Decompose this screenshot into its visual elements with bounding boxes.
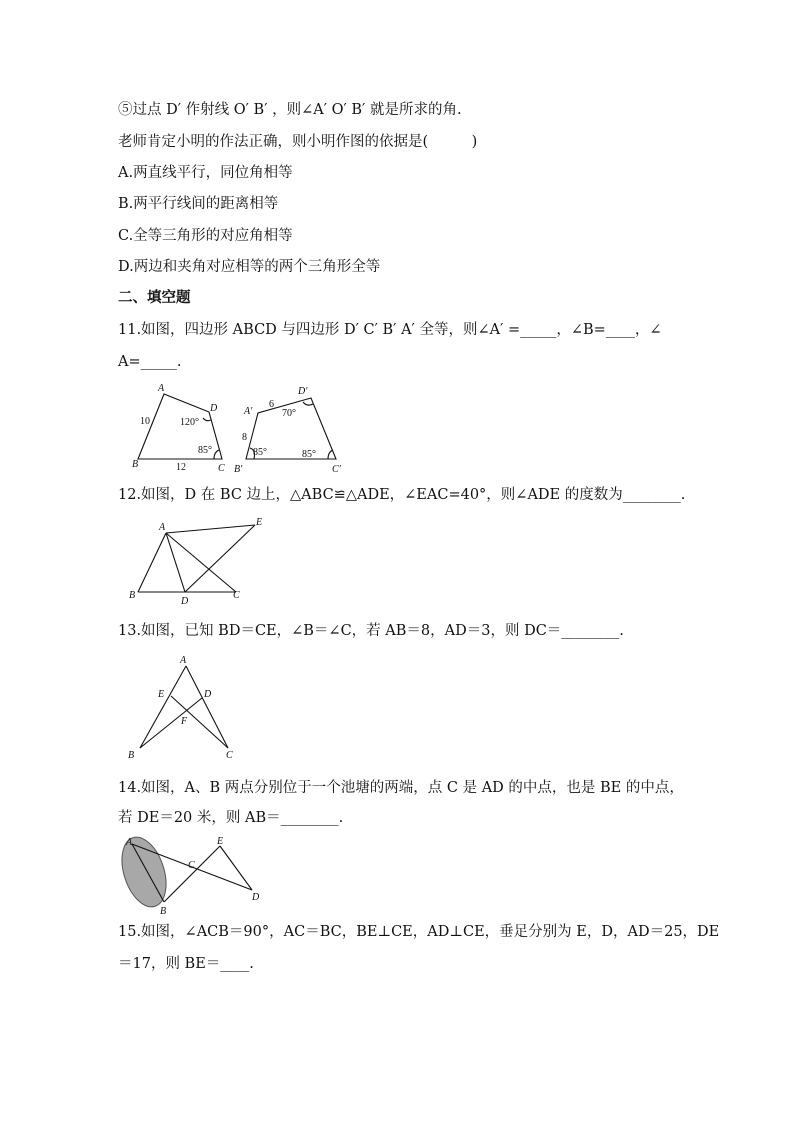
option-a: A.两直线平行，同位角相等 [118,165,293,181]
option-c: C.全等三角形的对应角相等 [118,228,293,244]
label-c: C [226,750,233,761]
label-a: A [158,383,165,394]
angle-c-value: 85° [198,445,212,456]
question12: 12.如图，D 在 BC 边上，△ABC≌△ADE，∠EAC=40°，则∠ADE 的度数为________. [118,487,686,503]
label-f: F [181,716,188,727]
label-e: E [158,689,165,700]
label-d: D [252,892,260,903]
label-d: D [181,596,189,607]
side-ad-prime-length: 6 [269,399,274,410]
label-a: A [180,655,187,666]
question14-line1: 14.如图，A、B 两点分别位于一个池塘的两端，点 C 是 AD 的中点，也是 BE 的中点， [118,780,684,796]
label-c: C [218,463,225,474]
angle-d-value: 120° [180,417,199,428]
label-b: B [128,750,135,761]
label-e: E [256,517,263,528]
label-c: C [188,860,195,871]
option-b: B.两平行线间的距离相等 [118,196,279,212]
label-a: A [159,522,166,533]
label-d: D [204,689,212,700]
label-e: E [217,836,224,847]
question11-line1: 11.如图，四边形 ABCD 与四边形 D′ C′ B′ A′ 全等，则∠A′ =_____，∠B=____，∠ [118,322,662,338]
label-d-prime: D′ [298,386,308,397]
figure-13 [118,650,248,762]
figure-12 [118,512,278,608]
side-ab-prime-length: 8 [242,432,247,443]
question15-line2: ＝17，则 BE＝____. [118,956,254,972]
label-b-prime: B′ [234,464,243,475]
option-d: D.两边和夹角对应相等的两个三角形全等 [118,259,381,275]
angle-b-prime-value: 85° [253,447,267,458]
step5-text: ⑤过点 D′ 作射线 O′ B′ ，则∠A′ O′ B′ 就是所求的角. [118,102,462,118]
label-c: C [233,590,240,601]
question14-line2: 若 DE＝20 米，则 AB＝________. [118,810,344,826]
question13: 13.如图，已知 BD＝CE，∠B＝∠C，若 AB＝8，AD＝3，则 DC＝________. [118,623,624,639]
figure-14 [118,834,268,916]
question15-line1: 15.如图，∠ACB＝90°，AC＝BC，BE⊥CE，AD⊥CE，垂足分别为 E，D，AD＝25，DE [118,924,720,940]
side-bc-length: 12 [176,462,186,473]
angle-d-prime-value: 70° [282,408,296,419]
label-b: B [132,459,139,470]
label-a-prime: A′ [244,406,253,417]
side-ab-length: 10 [140,416,150,427]
section-heading: 二、填空题 [118,289,191,306]
label-d: D [210,403,218,414]
label-c-prime: C′ [332,464,341,475]
angle-c-prime-value: 85° [302,449,316,460]
label-b: B [129,590,136,601]
question11-line2: A=_____. [118,354,182,370]
label-a: A [126,837,133,848]
label-b: B [160,906,167,916]
question10-stem: 老师肯定小明的作法正确，则小明作图的依据是( ) [118,134,478,150]
figure-11 [118,380,358,476]
